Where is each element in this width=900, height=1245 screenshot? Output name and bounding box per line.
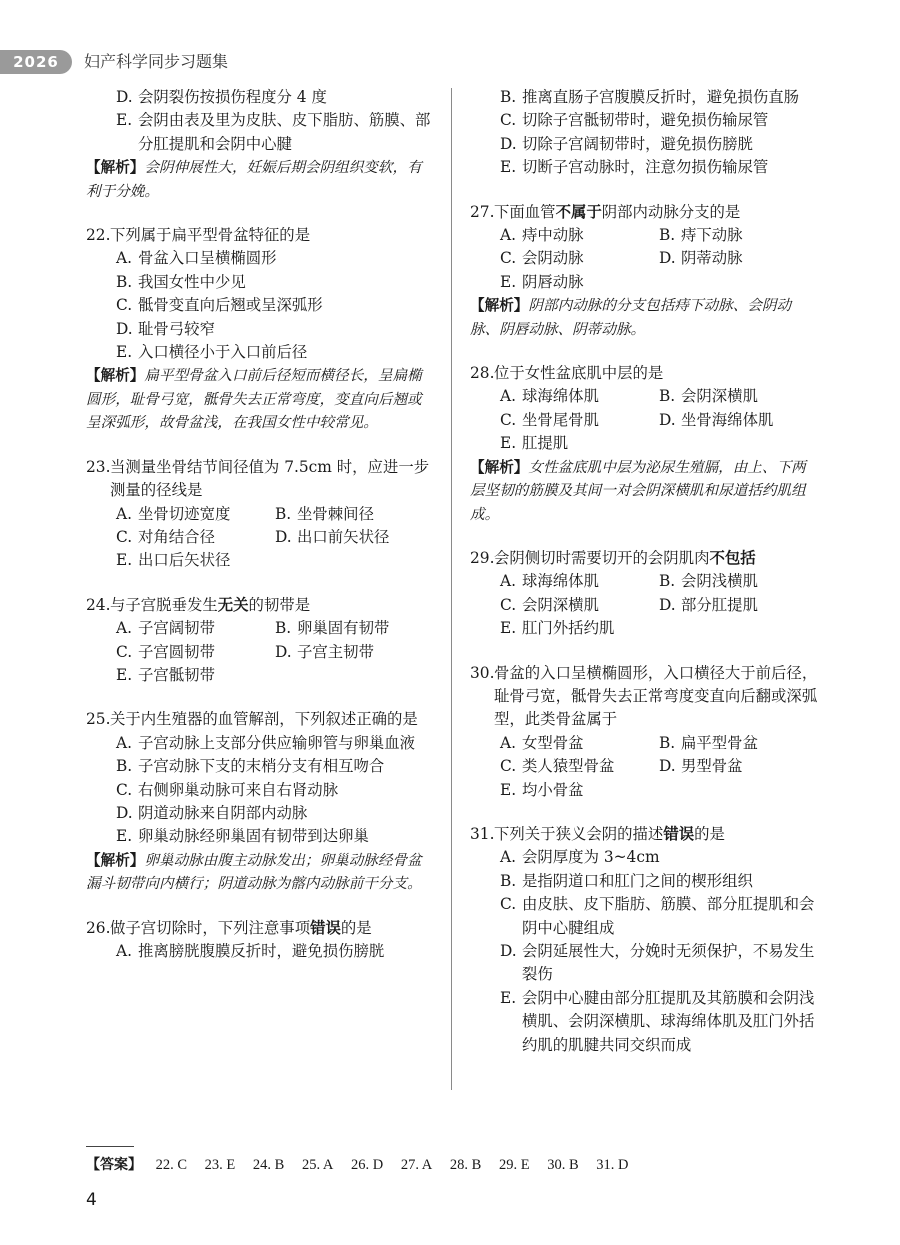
option: B. 我国女性中少见 bbox=[116, 272, 246, 291]
question-number: 22. bbox=[86, 226, 111, 245]
option: C. 由皮肤、皮下脂肪、筋膜、部分肛提肌和会阴中心腱组成 bbox=[500, 895, 815, 937]
analysis: 【解析】扁平型骨盆入口前后径短而横径长，呈扁椭圆形，耻骨弓宽，骶骨失去正常弯度，变直向后翘或呈深弧形，故骨盆浅，在我国女性中较常见。 bbox=[86, 367, 422, 432]
option: C. 对角结合径 bbox=[116, 527, 215, 546]
question-23 bbox=[86, 456, 434, 573]
option: E. 卵巢动脉经卵巢固有韧带到达卵巢 bbox=[116, 827, 369, 846]
analysis: 【解析】卵巢动脉由腹主动脉发出；卵巢动脉经骨盆漏斗韧带向内横行；阴道动脉为髂内动脉前干分支。 bbox=[86, 851, 422, 893]
question-number: 25. bbox=[86, 710, 111, 729]
question-30 bbox=[470, 662, 818, 802]
year-tab: 2026 bbox=[0, 50, 72, 74]
option: B. 会阴深横肌 bbox=[659, 387, 758, 406]
option: E. 会阴由表及里为皮肤、皮下脂肪、筋膜、部分肛提肌和会阴中心腱 bbox=[116, 111, 431, 153]
question-stem: 会阴侧切时需要切开的会阴肌肉不包括 bbox=[494, 548, 756, 567]
question-number: 29. bbox=[470, 548, 495, 567]
option: C. 右侧卵巢动脉可来自右肾动脉 bbox=[116, 780, 339, 799]
page-header bbox=[0, 50, 900, 74]
option: A. 女型骨盆 bbox=[500, 733, 584, 752]
question-number: 27. bbox=[470, 202, 495, 221]
option: A. 球海绵体肌 bbox=[500, 387, 599, 406]
option: C. 类人猿型骨盆 bbox=[500, 757, 615, 776]
question-stem: 下列关于狭义会阴的描述错误的是 bbox=[494, 824, 725, 843]
option: D. 会阴裂伤按损伤程度分 4 度 bbox=[116, 88, 327, 106]
option: A. 推离膀胱腹膜反折时，避免损伤膀胱 bbox=[116, 942, 385, 960]
analysis: 【解析】阴部内动脉的分支包括痔下动脉、会阴动脉、阴唇动脉、阴蒂动脉。 bbox=[470, 297, 792, 338]
option: C. 骶骨变直向后翘或呈深弧形 bbox=[116, 296, 323, 315]
book-title: 妇产科学同步习题集 bbox=[84, 52, 229, 71]
question-26 bbox=[86, 917, 434, 964]
option: E. 均小骨盆 bbox=[500, 780, 584, 799]
option: A. 子宫动脉上支部分供应输卵管与卵巢血液 bbox=[116, 733, 416, 752]
option: D. 部分肛提肌 bbox=[659, 595, 758, 614]
option: D. 会阴延展性大，分娩时无须保护，不易发生裂伤 bbox=[500, 942, 815, 984]
question-stem: 位于女性盆底肌中层的是 bbox=[494, 364, 664, 383]
option: E. 肛提肌 bbox=[500, 434, 569, 453]
question-number: 31. bbox=[470, 824, 495, 843]
option: B. 是指阴道口和肛门之间的楔形组织 bbox=[500, 871, 753, 890]
answer-key bbox=[86, 1154, 642, 1174]
option: B. 子宫动脉下支的末梢分支有相互吻合 bbox=[116, 757, 385, 776]
left-column bbox=[86, 86, 434, 984]
question-stem: 下列属于扁平型骨盆特征的是 bbox=[110, 226, 311, 245]
question-25 bbox=[86, 708, 434, 895]
question-29 bbox=[470, 547, 818, 641]
answer-item: 30. B bbox=[547, 1157, 579, 1173]
answer-item: 24. B bbox=[252, 1157, 285, 1173]
answer-key-label: 【答案】 bbox=[86, 1157, 142, 1173]
option: D. 切除子宫阔韧带时，避免损伤膀胱 bbox=[500, 134, 753, 153]
option: C. 切除子宫骶韧带时，避免损伤输尿管 bbox=[500, 111, 769, 130]
option: D. 坐骨海绵体肌 bbox=[659, 410, 774, 429]
right-column bbox=[470, 86, 818, 1078]
question-number: 28. bbox=[470, 364, 495, 383]
option: A. 球海绵体肌 bbox=[500, 572, 599, 591]
option: E. 子宫骶韧带 bbox=[116, 665, 215, 684]
question-24 bbox=[86, 594, 434, 688]
option: D. 耻骨弓较窄 bbox=[116, 319, 215, 338]
question-31 bbox=[470, 823, 818, 1057]
answer-item: 27. A bbox=[400, 1157, 433, 1173]
option: C. 坐骨尾骨肌 bbox=[500, 410, 599, 429]
answer-item: 22. C bbox=[155, 1157, 188, 1173]
question-stem: 骨盆的入口呈横椭圆形，入口横径大于前后径，耻骨弓宽，骶骨失去正常弯度变直向后翻或深弧型，此类骨盆属于 bbox=[494, 663, 818, 729]
analysis: 【解析】女性盆底肌中层为泌尿生殖膈，由上、下两层坚韧的筋膜及其间一对会阴深横肌和尿道括约肌组成。 bbox=[470, 458, 806, 523]
option: A. 子宫阔韧带 bbox=[116, 619, 215, 638]
question-stem: 与子宫脱垂发生无关的韧带是 bbox=[110, 595, 311, 614]
question-stem: 做子宫切除时，下列注意事项错误的是 bbox=[110, 918, 372, 937]
option: B. 会阴浅横肌 bbox=[659, 572, 758, 591]
option: A. 骨盆入口呈横椭圆形 bbox=[116, 249, 277, 268]
question-number: 30. bbox=[470, 663, 495, 682]
answer-item: 28. B bbox=[449, 1157, 482, 1173]
option: B. 扁平型骨盆 bbox=[659, 733, 758, 752]
answer-item: 26. D bbox=[351, 1157, 384, 1173]
option: E. 入口横径小于入口前后径 bbox=[116, 343, 308, 362]
option: B. 痔下动脉 bbox=[659, 226, 743, 245]
option: A. 坐骨切迹宽度 bbox=[116, 504, 231, 523]
option: E. 会阴中心腱由部分肛提肌及其筋膜和会阴浅横肌、会阴深横肌、球海绵体肌及肛门外括约肌的肌腱共同交织而成 bbox=[500, 988, 815, 1054]
footnote-rule bbox=[86, 1146, 134, 1147]
option: B. 坐骨棘间径 bbox=[275, 504, 374, 523]
question-27 bbox=[470, 201, 818, 341]
option: D. 出口前矢状径 bbox=[275, 527, 390, 546]
option: C. 会阴动脉 bbox=[500, 249, 584, 268]
answer-item: 25. A bbox=[301, 1157, 334, 1173]
option: C. 会阴深横肌 bbox=[500, 595, 599, 614]
option: D. 男型骨盆 bbox=[659, 757, 743, 776]
column-divider bbox=[451, 88, 452, 1090]
option: E. 切断子宫动脉时，注意勿损伤输尿管 bbox=[500, 158, 769, 177]
option: D. 阴蒂动脉 bbox=[659, 249, 743, 268]
option: E. 出口后矢状径 bbox=[116, 551, 231, 570]
question-stem: 当测量坐骨结节间径值为 7.5cm 时，应进一步测量的径线是 bbox=[110, 457, 430, 500]
question-number: 23. bbox=[86, 457, 111, 476]
question-number: 24. bbox=[86, 595, 111, 614]
question-number: 26. bbox=[86, 918, 111, 937]
question-28 bbox=[470, 362, 818, 526]
answer-item: 23. E bbox=[204, 1157, 236, 1173]
answer-item: 31. D bbox=[596, 1157, 629, 1173]
question-21-continuation bbox=[86, 86, 434, 203]
answer-item: 29. E bbox=[498, 1157, 530, 1173]
option: A. 痔中动脉 bbox=[500, 226, 584, 245]
analysis: 【解析】会阴伸展性大，妊娠后期会阴组织变软，有利于分娩。 bbox=[86, 159, 422, 200]
option: E. 阴唇动脉 bbox=[500, 272, 584, 291]
question-stem: 关于内生殖器的血管解剖，下列叙述正确的是 bbox=[110, 710, 418, 729]
question-stem: 下面血管不属于阴部内动脉分支的是 bbox=[494, 202, 741, 221]
question-26-continuation bbox=[470, 86, 818, 180]
option: D. 子宫主韧带 bbox=[275, 642, 374, 661]
option: B. 卵巢固有韧带 bbox=[275, 619, 390, 638]
page-number: 4 bbox=[86, 1190, 97, 1210]
question-22 bbox=[86, 224, 434, 435]
option: B. 推离直肠子宫腹膜反折时，避免损伤直肠 bbox=[500, 88, 800, 106]
option: D. 阴道动脉来自阴部内动脉 bbox=[116, 803, 308, 822]
option: E. 肛门外括约肌 bbox=[500, 619, 615, 638]
option: A. 会阴厚度为 3~4cm bbox=[500, 848, 660, 867]
option: C. 子宫圆韧带 bbox=[116, 642, 215, 661]
